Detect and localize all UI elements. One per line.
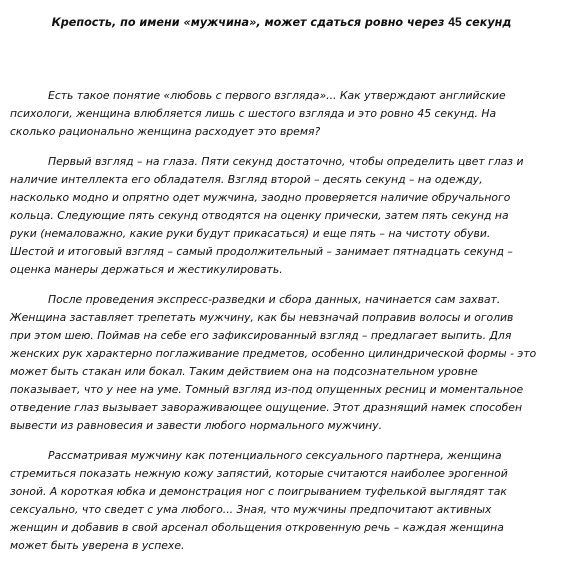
paragraph-line: руки (немаловажно, какие руки будут прикасаться) и еще пять – на чистоту обуви. (10, 227, 491, 240)
paragraph-line: Женщина заставляет трепетать мужчину, как бы невзначай поправив волосы и оголив (10, 311, 514, 324)
title-text-start: Крепость, по имени «мужчина», может сдаться ровно через (51, 16, 449, 29)
paragraph-line: После проведения экспресс-разведки и сбора данных, начинается сам захват. (48, 293, 501, 306)
paragraph-4 (10, 447, 555, 555)
paragraph-line: женских рук характерно поглаживание предметов, особенно цилиндрической формы - это (10, 347, 537, 360)
paragraph-line: наличие интеллекта его обладателя. Взгляд второй – десять секунд – на одежду, (10, 173, 483, 186)
paragraph-line: сколько рационально женщина расходует это время? (10, 125, 321, 138)
paragraph-line: стремиться показать нежную кожу запястий, которые считаются наиболее эрогенной (10, 467, 508, 480)
paragraph-line: может быть уверена в успехе. (10, 539, 185, 552)
title-text-end: секунд (461, 16, 512, 29)
document-title (0, 14, 563, 31)
paragraph-line: сексуально, что сведет с ума любого... Зная, что мужчины предпочитают активных (10, 503, 492, 516)
paragraph-2 (10, 153, 555, 279)
paragraph-line: Рассматривая мужчину как потенциального сексуального партнера, женщина (48, 449, 502, 462)
paragraph-line: при этом шею. Поймав на себе его зафиксированный взгляд – предлагает выпить. Для (10, 329, 512, 342)
paragraph-line: женщин и добавив в свой арсенал обольщения откровенную речь – каждая женщина (10, 521, 504, 534)
paragraph-line: Первый взгляд – на глаза. Пяти секунд достаточно, чтобы определить цвет глаз и (48, 155, 524, 168)
paragraph-line: показывает, что у нее на уме. Томный взгляд из-под опущенных ресниц и моментальное (10, 383, 524, 396)
paragraph-line: оценка манеры держаться и жестикулировать. (10, 263, 283, 276)
paragraph-line: зоной. А короткая юбка и демонстрация ног с поигрыванием туфелькой выглядят так (10, 485, 507, 498)
paragraph-line: вывести из равновесия и завести любого нормального мужчину. (10, 419, 383, 432)
paragraph-line: может быть стакан или бокал. Таким действием она на подсознательном уровне (10, 365, 478, 378)
paragraph-3 (10, 291, 555, 435)
paragraph-line: Есть такое понятие «любовь с первого взгляда»... Как утверждают английские (48, 89, 506, 102)
title-number: 45 (448, 15, 462, 29)
paragraph-line: психологи, женщина влюбляется лишь с шестого взгляда и это ровно 45 секунд. На (10, 107, 497, 120)
paragraph-line: отведение глаз вызывает завораживающее ощущение. Этот дразнящий намек способен (10, 401, 523, 414)
paragraph-line: насколько модно и опрятно одет мужчина, заодно проверяется наличие обручального (10, 191, 511, 204)
paragraph-line: Шестой и итоговый взгляд – самый продолжительный – занимает пятнадцать секунд – (10, 245, 513, 258)
paragraph-1 (10, 87, 555, 141)
paragraph-line: кольца. Следующие пять секунд отводятся на оценку прически, затем пять секунд на (10, 209, 509, 222)
